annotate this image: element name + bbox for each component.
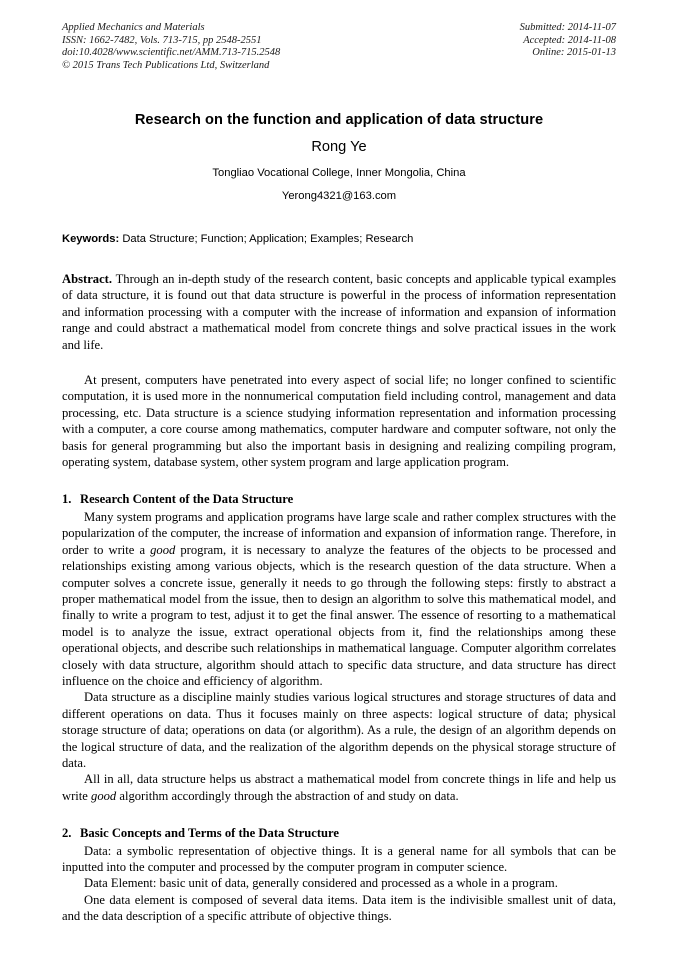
journal-header-right [520,22,616,60]
emphasized-text: good [91,788,117,803]
body-paragraph [62,892,616,925]
author-name: Rong Ye [311,139,367,155]
paragraph-text: algorithm accordingly through the abstraction of and study on data. [116,788,459,803]
paragraph-text: program, it is necessary to analyze the features of the objects to be processed and relationships existing among various objects, which is the research question of the data structure. When a computer solves a concrete issue, generally it needs to go through the following steps: firstly to abstract a proper mathematical model from the issue, then to design an algorithm to solve this mathematical model, and finally to write a program to test, adjust it to get the final answer. The essence of resorting to a mathematical model is to analyze the issue, extract operational objects from it, find the relationships among these operational objects, and describe such relationships in mathematical language. Computer algorithm correlates closely with data structure, algorithm should attach to specific data structure, and data structure has direct influence on the choice and efficiency of algorithm. [62,542,616,688]
accepted-date: Accepted: 2014-11-08 [523,34,616,46]
paragraph-text: Data Element: basic unit of data, generally considered and processed as a whole in a program. [84,876,558,891]
journal-issn-volume: ISSN: 1662-7482, Vols. 713-715, pp 2548-2551 [62,34,262,46]
keywords-line [62,232,616,246]
body-paragraph [62,875,616,891]
journal-name: Applied Mechanics and Materials [62,22,205,33]
page-content [62,0,616,925]
section-number: 2. [62,826,72,841]
journal-header-left [62,22,280,72]
body-paragraph [62,509,616,689]
journal-copyright: © 2015 Trans Tech Publications Ltd, Switzerland [62,59,270,71]
journal-doi: doi:10.4028/www.scientific.net/AMM.713-715.2548 [62,47,281,59]
sections-container [62,491,616,924]
section-heading [62,825,616,841]
body-paragraph [62,689,616,771]
paragraph-text: Data structure as a discipline mainly studies various logical structures and storage structures of data and different operations on data. Thus it focuses mainly on three aspects: logical structure of data; physical storage structure of data; operations on data (or algorithm). As a rule, the design of an algorithm depends on the logical structure of data, and the realization of the algorithm depends on the physical storage structure of data. [62,690,616,770]
section-title: Research Content of the Data Structure [80,492,294,507]
paragraph-text: All in all, data structure helps us abstract a mathematical model from concrete things in life and help us write [62,772,616,803]
submitted-date: Submitted: 2014-11-07 [519,22,616,33]
intro-paragraph: At present, computers have penetrated into every aspect of social life; no longer confined to scientific computation, it is used more in the nonnumerical computation field including control, management and data processing, etc. Data structure is a science studying information representation and information processing with a computer, a core course among mathematics, computer hardware and computer software, not only the basis for general programming but also the important basis in designing and realizing compiling program, operating system, database system, other system program and large application program. [62,373,616,470]
keywords-value: Data Structure; Function; Application; Examples; Research [122,233,414,245]
section-heading [62,491,616,507]
page-title: Research on the function and application of data structure [134,112,544,128]
author-affiliation: Tongliao Vocational College, Inner Mongolia, China [212,167,466,179]
author-email: Yerong4321@163.com [281,190,397,202]
abstract-paragraph [62,271,616,353]
online-date: Online: 2015-01-13 [532,47,616,59]
body-paragraph [62,771,616,804]
keywords-label: Keywords: [62,233,120,245]
section-title: Basic Concepts and Terms of the Data Structure [80,826,339,841]
title-block [62,111,616,203]
paragraph-text: Many system programs and application programs have large scale and rather complex structures with the popularization of the computer, the increase of information and expansion of information range. Therefore, in order to write a [62,509,616,557]
body-paragraph [62,843,616,876]
emphasized-text: good [150,542,176,557]
abstract-label: Abstract. [62,272,113,286]
journal-header [62,0,616,80]
paragraph-text: One data element is composed of several data items. Data item is the indivisible smallest unit of data, and the data description of a specific attribute of objective things. [62,892,616,924]
paragraph-text: Data: a symbolic representation of objective things. It is a general name for all symbols that can be inputted into the computer and processed by the computer program in computer science. [62,843,616,874]
section-number: 1. [62,492,72,507]
abstract-text: Through an in-depth study of the research content, basic concepts and applicable typical examples of data structure, it is found out that data structure is powerful in the process of information representation and information processing with a computer with the increase of information and expansion of information range and could abstract a mathematical model from concrete things and solve practical issues in the work and life. [62,272,616,352]
